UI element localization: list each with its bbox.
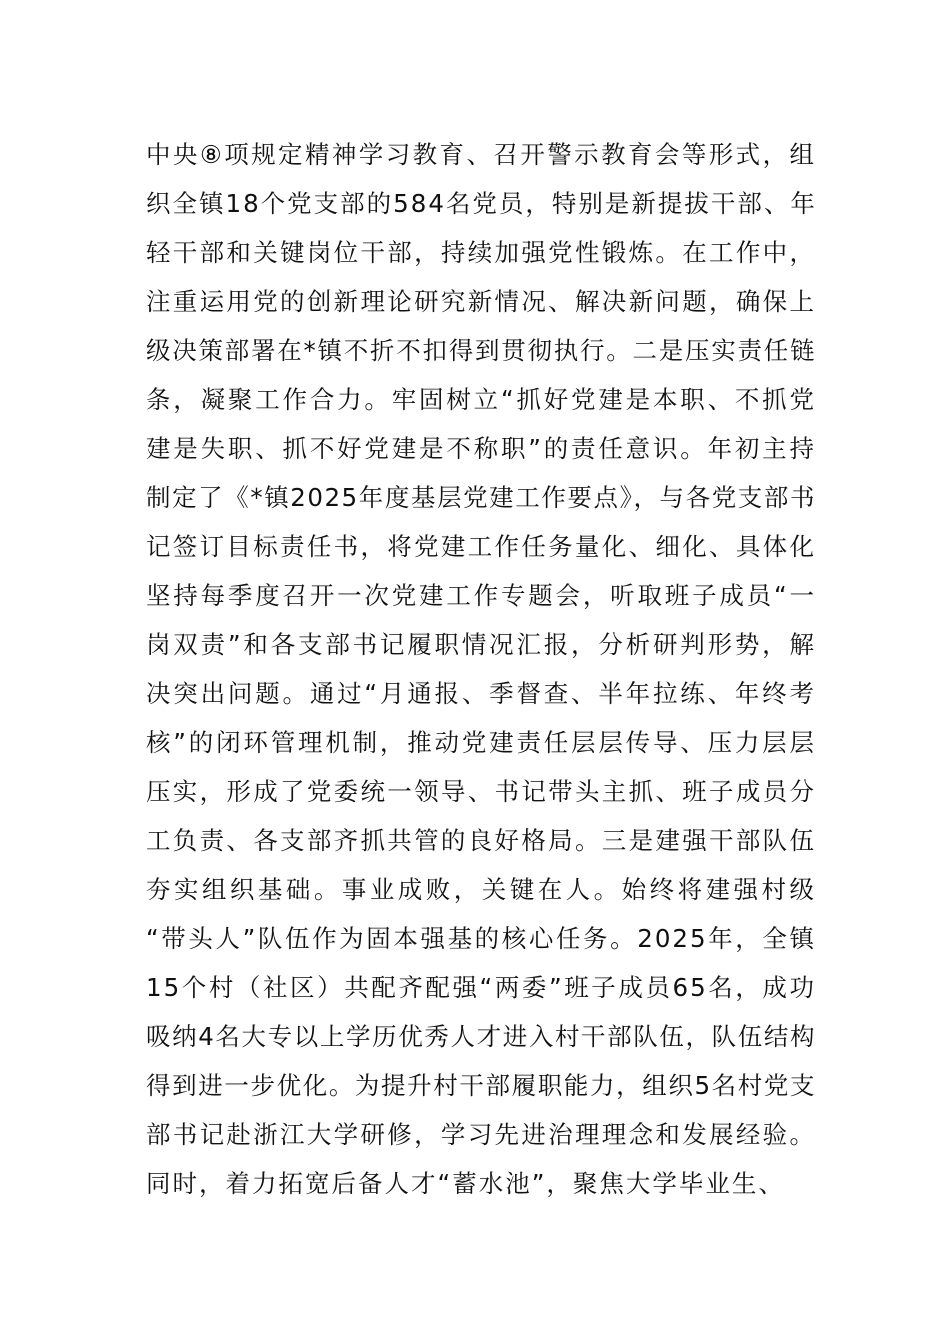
text-line: “带头人”队伍作为固本强基的核心任务。2025年，全镇	[146, 924, 816, 953]
text-line: 轻干部和关键岗位干部，持续加强党性锻炼。在工作中，	[146, 238, 816, 267]
text-line: 记签订目标责任书，将党建工作任务量化、细化、具体化	[146, 532, 816, 561]
text-line: 条，凝聚工作合力。牢固树立“抓好党建是本职、不抓党	[146, 385, 816, 414]
text-line: 坚持每季度召开一次党建工作专题会，听取班子成员“一	[146, 581, 816, 610]
text-line: 15个村（社区）共配齐配强“两委”班子成员65名，成功	[146, 973, 816, 1002]
body-paragraph	[146, 130, 816, 1208]
text-line: 吸纳4名大专以上学历优秀人才进入村干部队伍，队伍结构	[146, 1022, 816, 1051]
text-line: 同时，着力拓宽后备人才“蓄水池”，聚焦大学毕业生、	[146, 1169, 785, 1198]
text-line: 织全镇18个党支部的584名党员，特别是新提拔干部、年	[146, 189, 817, 218]
text-line: 部书记赴浙江大学研修，学习先进治理理念和发展经验。	[146, 1120, 816, 1149]
text-line: 级决策部署在*镇不折不扣得到贯彻执行。二是压实责任链	[146, 336, 816, 365]
text-line: 制定了《*镇2025年度基层党建工作要点》，与各党支部书	[146, 483, 816, 512]
text-line: 核”的闭环管理机制，推动党建责任层层传导、压力层层	[146, 728, 816, 757]
text-line: 岗双责”和各支部书记履职情况汇报，分析研判形势，解	[146, 630, 816, 659]
text-line: 建是失职、抓不好党建是不称职”的责任意识。年初主持	[146, 434, 816, 463]
text-line: 中央⑧项规定精神学习教育、召开警示教育会等形式，组	[146, 140, 816, 169]
text-line: 得到进一步优化。为提升村干部履职能力，组织5名村党支	[146, 1071, 816, 1100]
text-line: 压实，形成了党委统一领导、书记带头主抓、班子成员分	[146, 777, 816, 806]
text-line: 决突出问题。通过“月通报、季督查、半年拉练、年终考	[146, 679, 816, 708]
text-line: 夯实组织基础。事业成败，关键在人。始终将建强村级	[146, 875, 816, 904]
text-line: 注重运用党的创新理论研究新情况、解决新问题，确保上	[146, 287, 816, 316]
text-line: 工负责、各支部齐抓共管的良好格局。三是建强干部队伍	[146, 826, 816, 855]
